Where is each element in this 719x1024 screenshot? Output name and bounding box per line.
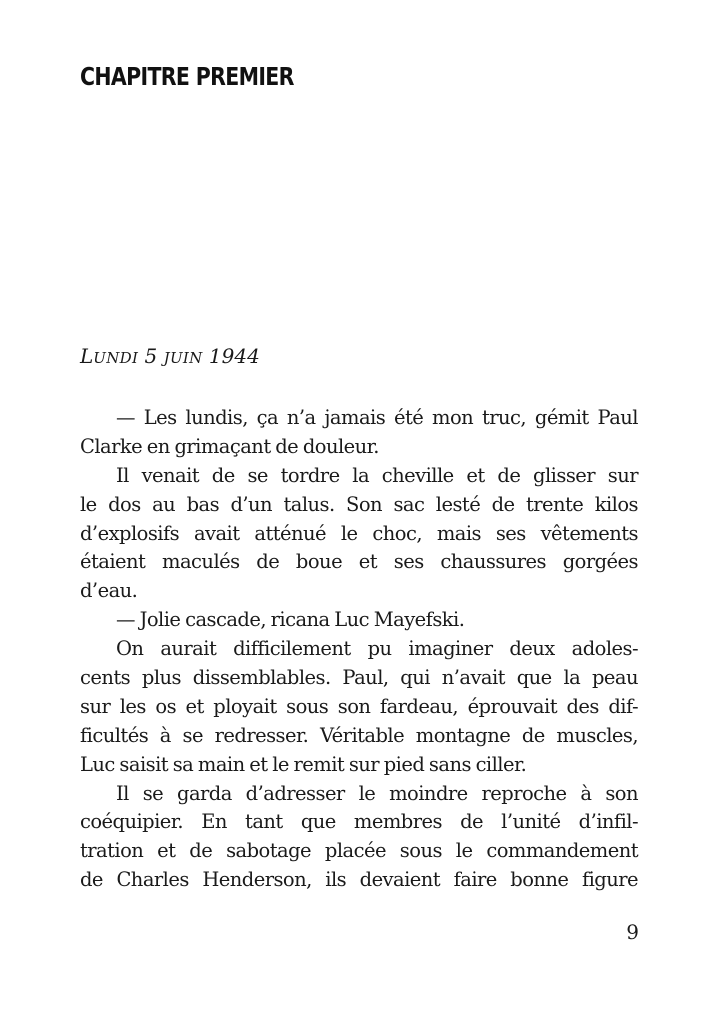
- text-line: Luc saisit sa main et le remit sur pied sans ciller.: [80, 752, 527, 776]
- chapter-title: CHAPITRE PREMIER: [80, 62, 294, 91]
- text-line: étaient maculés de boue et ses chaussures gorgées: [80, 550, 638, 574]
- text-line: cents plus dissemblables. Paul, qui n’avait que la peau: [80, 666, 638, 690]
- text-line: sur les os et ployait sous son fardeau, éprouvait des dif-: [80, 694, 638, 718]
- text-line: de Charles Henderson, ils devaient faire bonne figure: [80, 868, 638, 892]
- body-text: [80, 404, 638, 895]
- text-line: Il se garda d’adresser le moindre reproche à son: [116, 781, 638, 805]
- dateline-lundi-initial: L: [80, 344, 94, 368]
- text-line: tration et de sabotage placée sous le commandement: [80, 839, 638, 863]
- dateline-day: 5: [138, 344, 164, 368]
- text-line: ficultés à se redresser. Véritable montagne de muscles,: [80, 723, 638, 747]
- text-line: Il venait de se tordre la cheville et de glisser sur: [116, 463, 638, 487]
- text-line: — Les lundis, ça n’a jamais été mon truc, gémit Paul: [116, 406, 638, 429]
- text-line: — Jolie cascade, ricana Luc Mayefski.: [116, 608, 465, 632]
- dateline-month: JUIN: [163, 349, 203, 367]
- dateline-year: 1944: [202, 344, 260, 368]
- text-line: d’explosifs avait atténué le choc, mais ses vêtements: [80, 521, 638, 545]
- dateline-lundi-rest: UNDI: [93, 349, 139, 367]
- dateline: [80, 344, 260, 368]
- text-line: le dos au bas d’un talus. Son sac lesté de trente kilos: [80, 492, 638, 516]
- text-line: On aurait difficilement pu imaginer deux adoles-: [116, 637, 638, 661]
- page-number: 9: [626, 920, 639, 944]
- text-line: coéquipier. En tant que membres de l’unité d’infil-: [80, 810, 638, 834]
- text-line: d’eau.: [80, 579, 138, 603]
- text-line: Clarke en grimaçant de douleur.: [80, 434, 379, 458]
